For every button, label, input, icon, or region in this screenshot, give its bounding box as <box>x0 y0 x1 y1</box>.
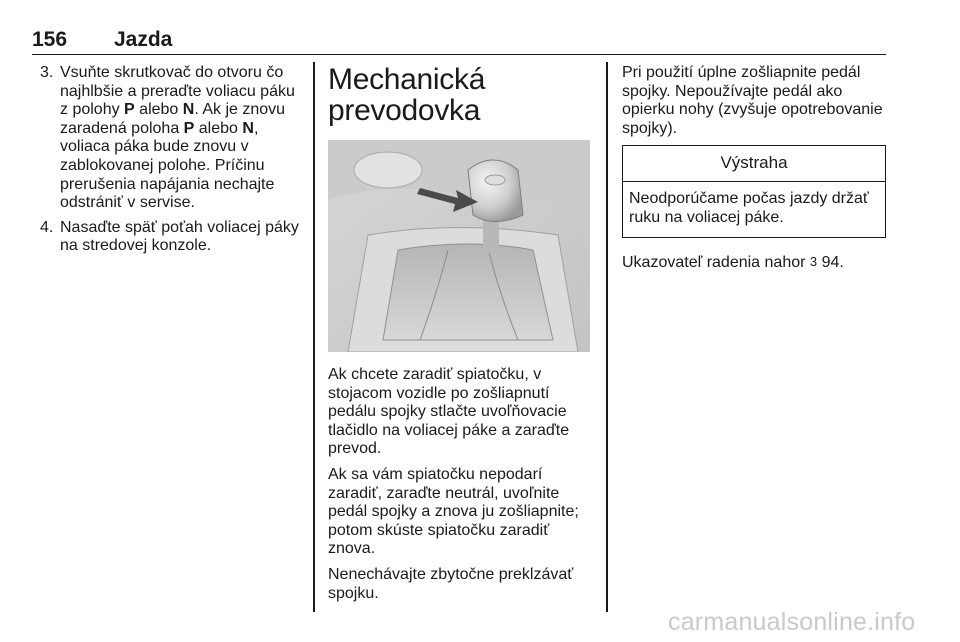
step-number: 4. <box>40 218 54 236</box>
warning-title: Výstraha <box>623 146 885 182</box>
column-divider-1 <box>313 62 315 612</box>
gear-shift-illustration <box>328 140 590 352</box>
step-item <box>40 219 302 256</box>
step-text: Nasaďte späť poťah voliacej páky na stredovej konzole. <box>60 218 299 255</box>
section-heading: Mechanická prevodovka <box>328 63 486 127</box>
paragraph: Ak sa vám spiatočku nepodarí zaradiť, zaraďte neutrál, uvoľnite pedál spojky a znova ju zošliapnite; potom skúste spiatočku zaradiť znova. <box>328 465 579 558</box>
page-header <box>32 28 886 55</box>
cross-reference[interactable]: Ukazovateľ radenia nahor 3 94. <box>622 254 844 272</box>
column-left <box>40 64 302 262</box>
chapter-title: Jazda <box>114 28 173 51</box>
step-item <box>40 64 302 213</box>
page-number: 156 <box>32 28 68 51</box>
paragraph: Ak chcete zaradiť spiatočku, v stojacom vozidle po zošliapnutí pedálu spojky stlačte uvoľňovacie tlačidlo na voliacej páke a zaraďte prevod. <box>328 366 570 458</box>
column-middle <box>328 64 590 610</box>
warning-text: Neodporúčame počas jazdy držať ruku na voliacej páke. <box>629 189 869 226</box>
warning-box <box>622 145 886 238</box>
paragraph: Nenechávajte zbytočne preklzávať spojku. <box>328 565 574 602</box>
intro-paragraph: Pri použití úplne zošliapnite pedál spojky. Nepoužívajte pedál ako opierku nohy (zvyšuje opotrebovanie spojky). <box>622 64 883 137</box>
step-text: Vsuňte skrutkovač do otvoru čo najhlbšie a preraďte voliacu páku z polohy P alebo N. Ak je znovu zaradená poloha P alebo N, voliaca páka bude znovu v zablokovanej polohe. Príčinu prerušenia napájania nechajte odstrániť v servise. <box>60 64 295 212</box>
column-right <box>622 64 886 280</box>
watermark-site: carmanualsonline.info <box>668 608 916 636</box>
step-list <box>40 64 302 256</box>
step-number: 3. <box>40 64 54 81</box>
column-divider-2 <box>606 62 608 612</box>
reference-arrow-icon: 3 <box>809 254 818 270</box>
